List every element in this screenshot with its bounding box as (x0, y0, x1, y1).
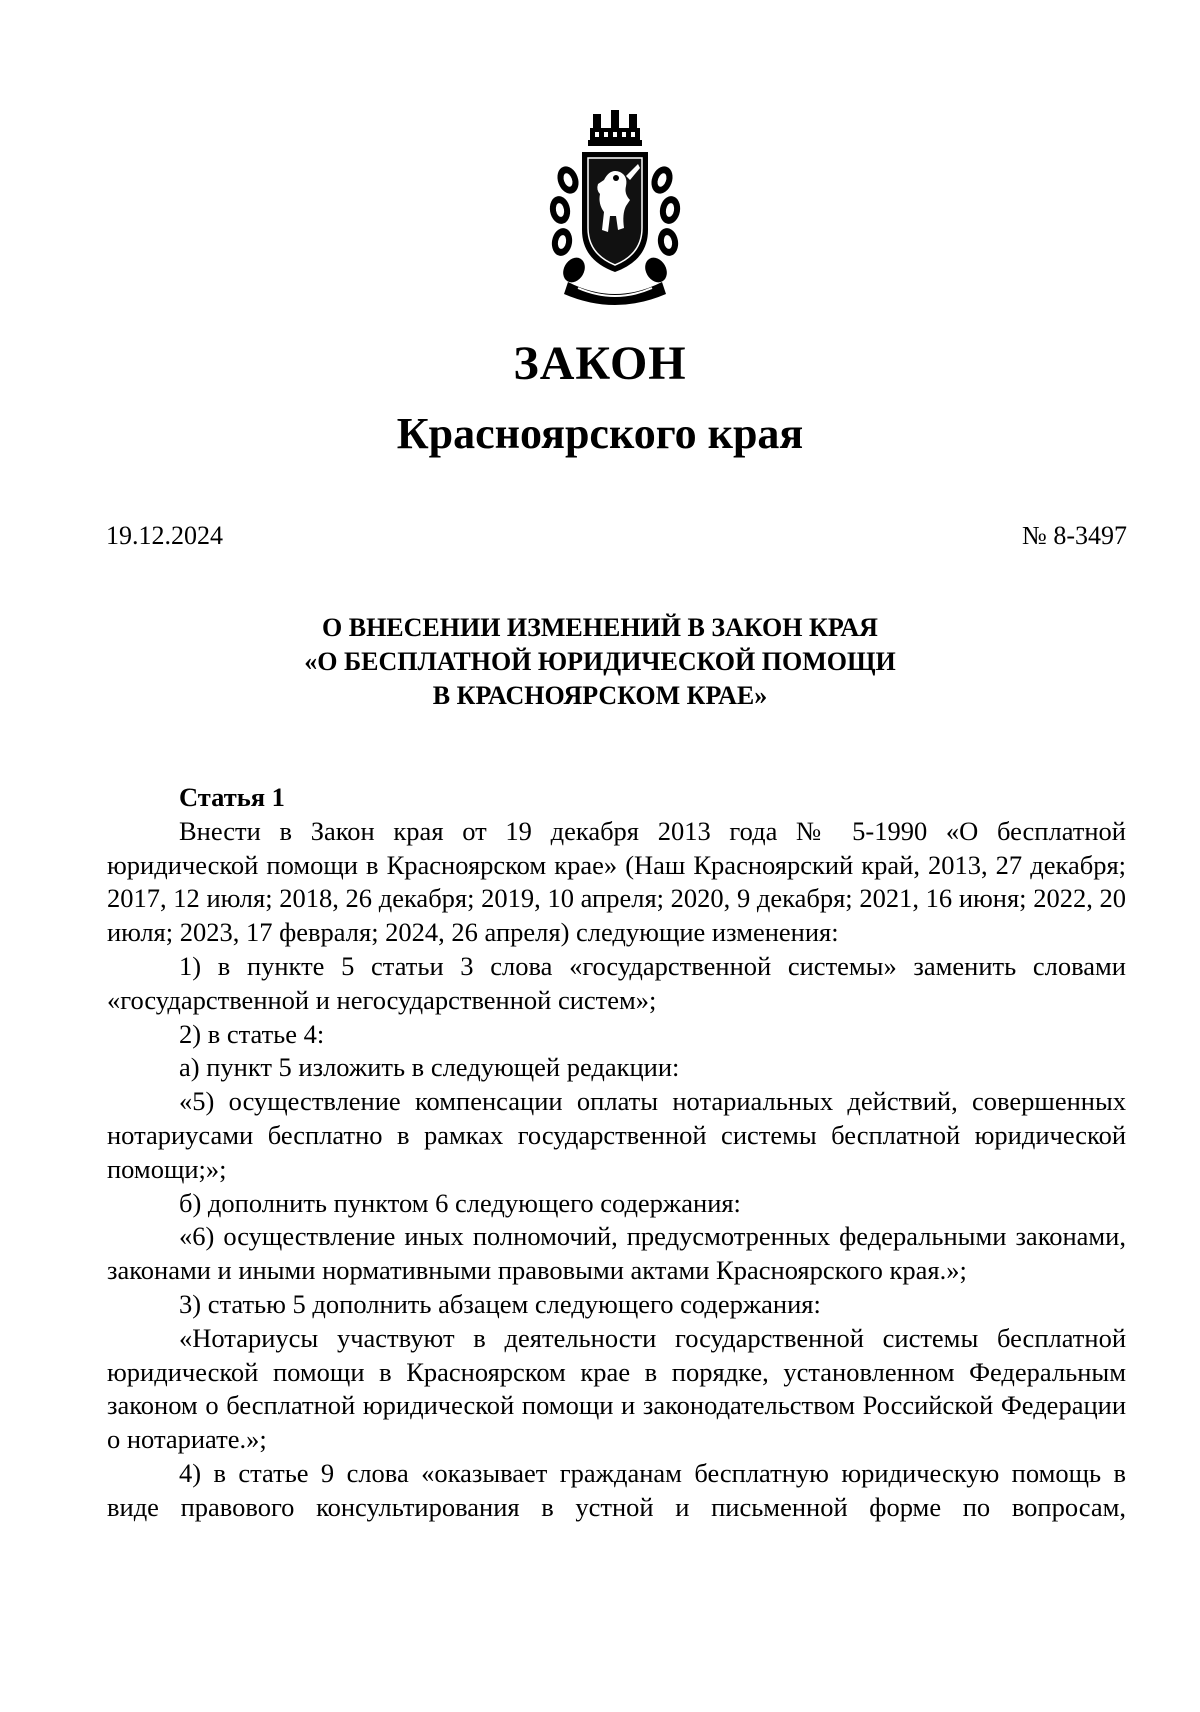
law-heading (0, 611, 1200, 713)
article-paragraph: 3) статью 5 дополнить абзацем следующего содержания: (179, 1288, 821, 1319)
article-paragraph: «6) осуществление иных полномочий, предусмотренных федеральными законами, законами и иными нормативными правовыми актами Красноярского края.»; (107, 1221, 1126, 1286)
article-paragraph: Внести в Закон края от 19 декабря 2013 года № 5-1990 «О бесплатной юридической помощи в Красноярском крае» (Наш Красноярский край, 2013, 27 декабря; 2017, 12 июля; 2018, 26 декабря; 2019, 10 апреля; 2020, 9 декабря; 2021, 16 июня; 2022, 20 июля; 2023, 17 февраля; 2024, 26 апреля) следующие изменения: (107, 815, 1126, 948)
article-paragraph: а) пункт 5 изложить в следующей редакции: (179, 1052, 680, 1083)
article-paragraph: 4) в статье 9 слова «оказывает гражданам бесплатную юридическую помощь в виде правового консультирования в устной и письменной форме по вопросам, (107, 1457, 1126, 1522)
article-paragraph: 2) в статье 4: (179, 1018, 325, 1049)
heading-line: В КРАСНОЯРСКОМ КРАЕ» (432, 681, 768, 710)
article-paragraph: «Нотариусы участвуют в деятельности государственной системы бесплатной юридической помощи в Красноярском крае в порядке, установленном Федеральным законом о бесплатной юридической помощи и законодательством Российской Федерации о нотариате.»; (107, 1322, 1126, 1455)
coat-of-arms-icon (538, 110, 692, 310)
document-subtitle: Красноярского края (396, 409, 804, 458)
article-paragraph: 1) в пункте 5 статьи 3 слова «государственной системы» заменить словами «государственной и негосударственной систем»; (107, 950, 1126, 1015)
document-title: ЗАКОН (513, 337, 687, 390)
heading-line: «О БЕСПЛАТНОЙ ЮРИДИЧЕСКОЙ ПОМОЩИ (304, 647, 896, 676)
law-date: 19.12.2024 (106, 521, 223, 550)
article-title: Статья 1 (179, 782, 285, 812)
article-body (107, 781, 1126, 1525)
law-number: № 8-3497 (1022, 521, 1127, 550)
article-paragraph: «5) осуществление компенсации оплаты нотариальных действий, совершенных нотариусами бесплатно в рамках государственной системы бесплатной юридической помощи;»; (107, 1086, 1126, 1184)
heading-line: О ВНЕСЕНИИ ИЗМЕНЕНИЙ В ЗАКОН КРАЯ (322, 613, 878, 642)
article-paragraph: б) дополнить пунктом 6 следующего содержания: (179, 1187, 741, 1218)
